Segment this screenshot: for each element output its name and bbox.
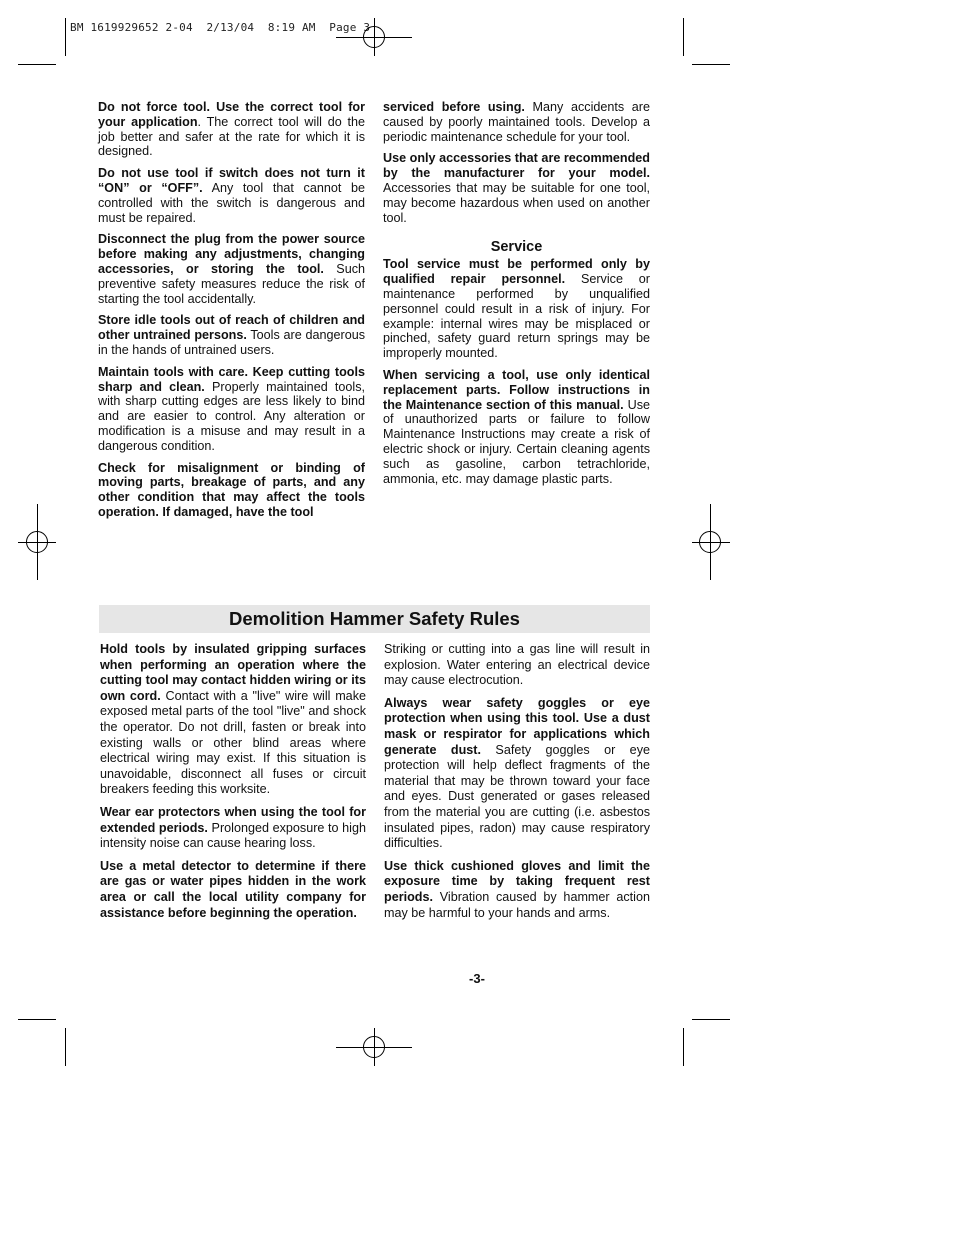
demolition-rules-right-column — [384, 642, 650, 928]
rule-paragraph: Use only accessories that are recommended by the manufacturer for your model. Accessories that may be suitable for one tool, may become hazardous when used on another tool. — [383, 151, 650, 225]
general-rules-left-column — [98, 100, 365, 527]
crop-mark-top-left-vertical — [65, 18, 66, 56]
rule-paragraph: Use thick cushioned gloves and limit the exposure time by taking frequent rest periods. Vibration caused by hammer action may be harmful to your hands and arms. — [384, 858, 650, 920]
rule-paragraph: Striking or cutting into a gas line will result in explosion. Water entering an electrical device may cause electrocution. — [384, 642, 650, 688]
rule-paragraph: When servicing a tool, use only identical replacement parts. Follow instructions in the Maintenance section of this manual. Use of unauthorized parts or failure to follow Maintenance Instructions may create a risk of electric shock or injury. Certain cleaning agents such as gasoline, carbon tetrachloride, ammonia, etc. may damage plastic parts. — [383, 367, 650, 486]
rule-paragraph: serviced before using. Many accidents are caused by poorly maintained tools. Develop a periodic maintenance schedule for your tool. — [383, 100, 651, 144]
rule-paragraph: Disconnect the plug from the power source before making any adjustments, changing accessories, or storing the tool. Such preventive safety measures reduce the risk of starting the tool accidentally. — [98, 232, 365, 306]
registration-mark-left-circle — [26, 531, 48, 553]
registration-mark-right-circle — [699, 531, 721, 553]
crop-mark-bottom-left-vertical — [65, 1028, 66, 1066]
rule-paragraph: Tool service must be performed only by qualified repair personnel. Service or maintenance performed by unqualified personnel could result in a risk of injury. For example: internal wires may be misplaced or pinched, safety guard return springs may be improperly mounted. — [383, 257, 650, 361]
rule-paragraph: Do not use tool if switch does not turn it “ON” or “OFF”. Any tool that cannot be controlled with the switch is dangerous and must be repaired. — [98, 166, 365, 225]
rule-paragraph: Wear ear protectors when using the tool for extended periods. Prolonged exposure to high intensity noise can cause hearing loss. — [100, 804, 366, 851]
general-rules-right-column — [383, 100, 650, 493]
crop-mark-top-right-vertical — [683, 18, 684, 56]
rule-paragraph: Check for misalignment or binding of moving parts, breakage of parts, and any other condition that may affect the tools operation. If damaged, have the tool — [98, 460, 365, 519]
service-heading: Service — [490, 239, 543, 256]
print-slug: BM 1619929652 2-04 2/13/04 8:19 AM Page 3 — [70, 21, 371, 34]
crop-mark-bottom-left-horizontal — [18, 1019, 56, 1020]
crop-mark-top-left-horizontal — [18, 64, 56, 65]
rule-paragraph: Store idle tools out of reach of children and other untrained persons. Tools are dangerous in the hands of untrained users. — [98, 313, 365, 357]
section-title: Demolition Hammer Safety Rules — [229, 608, 520, 629]
crop-mark-bottom-right-vertical — [683, 1028, 684, 1066]
rule-paragraph: Always wear safety goggles or eye protection when using this tool. Use a dust mask or respirator for applications which generate dust. Safety goggles or eye protection will help deflect fragments of the material that may be thrown toward your face and eyes. Dust generated or gases released from the material you are cutting (i.e. asbestos insulated pipes, radon) may cause respiratory difficulties. — [384, 695, 650, 851]
registration-mark-bottom-circle — [363, 1036, 385, 1058]
rule-paragraph: Hold tools by insulated gripping surfaces when performing an operation where the cutting tool may contact hidden wiring or its own cord. Contact with a "live" wire will make exposed metal parts of the tool "live" and shock the operator. Do not drill, fasten or break into existing walls or other blind areas where electrical wiring may exist. If this situation is unavoidable, disconnect all fuses or circuit breakers feeding this worksite. — [100, 642, 366, 797]
rule-paragraph: Do not force tool. Use the correct tool for your application. The correct tool will do the job better and safer at the rate for which it is designed. — [98, 100, 365, 159]
crop-mark-bottom-right-horizontal — [692, 1019, 730, 1020]
registration-mark-top-circle — [363, 26, 385, 48]
section-banner — [99, 605, 650, 633]
crop-mark-top-right-horizontal — [692, 64, 730, 65]
rule-paragraph: Maintain tools with care. Keep cutting tools sharp and clean. Properly maintained tools, with sharp cutting edges are less likely to bind and are easier to control. Any alteration or modification is a misuse and may result in a dangerous condition. — [98, 364, 365, 453]
page-number: -3- — [469, 971, 485, 986]
rule-paragraph: Use a metal detector to determine if there are gas or water pipes hidden in the work area or call the local utility company for assistance before beginning the operation. — [100, 858, 366, 920]
demolition-rules-left-column — [100, 642, 366, 928]
